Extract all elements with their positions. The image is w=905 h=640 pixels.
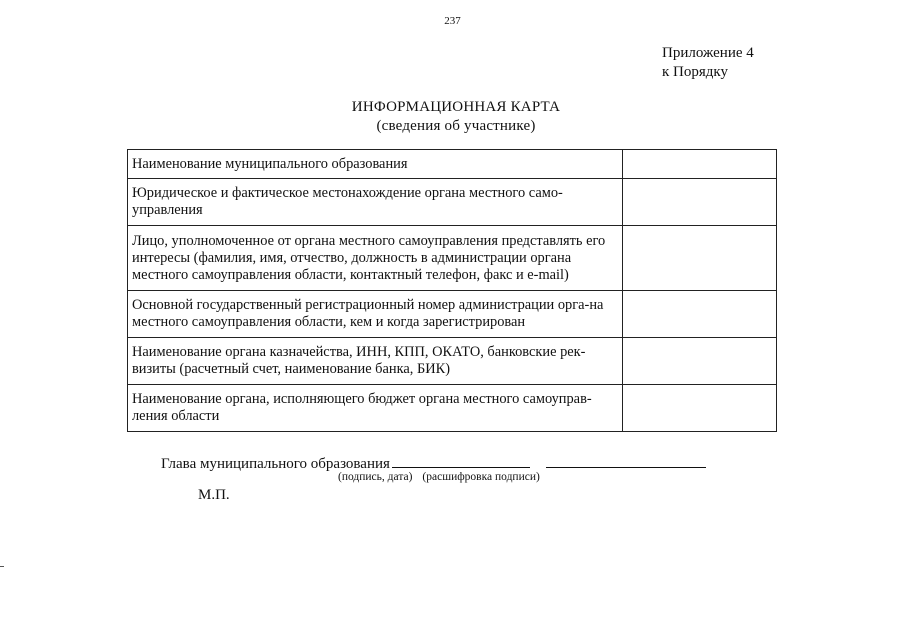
row-value bbox=[623, 291, 777, 338]
table-row bbox=[128, 150, 777, 179]
table-row bbox=[128, 385, 777, 432]
decoding-hint: (расшифровка подписи) bbox=[422, 471, 540, 483]
document-title bbox=[0, 98, 905, 136]
appendix-target: к Порядку bbox=[662, 64, 728, 80]
row-label: Основной государственный регистрационный номер администрации орга-на местного самоуправления области, кем и когда зарегистрирован bbox=[128, 291, 623, 338]
table-row bbox=[128, 179, 777, 226]
row-label: Наименование органа казначейства, ИНН, КПП, ОКАТО, банковские рек-визиты (расчетный счет, наименование банка, БИК) bbox=[128, 338, 623, 385]
title-main: ИНФОРМАЦИОННАЯ КАРТА bbox=[351, 99, 561, 115]
signature-hint: (подпись, дата) bbox=[338, 471, 413, 483]
row-value bbox=[623, 179, 777, 226]
table-row bbox=[128, 338, 777, 385]
scan-edge-mark bbox=[0, 566, 4, 567]
info-table bbox=[127, 149, 777, 432]
signature-line bbox=[392, 454, 530, 468]
appendix-reference bbox=[662, 44, 754, 82]
table-row bbox=[128, 291, 777, 338]
page-number: 237 bbox=[444, 15, 461, 27]
row-label: Лицо, уполномоченное от органа местного самоуправления представлять его интересы (фамилия, имя, отчество, должность в администрации органа местного самоуправления области, контактный телефон, факс и e-mail) bbox=[128, 226, 623, 291]
row-label: Наименование муниципального образования bbox=[128, 150, 623, 179]
table-row bbox=[128, 226, 777, 291]
title-subtitle: (сведения об участнике) bbox=[376, 118, 536, 134]
row-value bbox=[623, 338, 777, 385]
row-value bbox=[623, 150, 777, 179]
row-value bbox=[623, 226, 777, 291]
signature-hints bbox=[338, 471, 540, 483]
signature-label: Глава муниципального образования bbox=[161, 456, 390, 472]
row-label: Наименование органа, исполняющего бюджет органа местного самоуправ-ления области bbox=[128, 385, 623, 432]
seal-mark: М.П. bbox=[198, 487, 230, 503]
signature-decoding-line bbox=[546, 454, 706, 468]
row-value bbox=[623, 385, 777, 432]
row-label: Юридическое и фактическое местонахождение органа местного само-управления bbox=[128, 179, 623, 226]
appendix-number: Приложение 4 bbox=[662, 45, 754, 61]
